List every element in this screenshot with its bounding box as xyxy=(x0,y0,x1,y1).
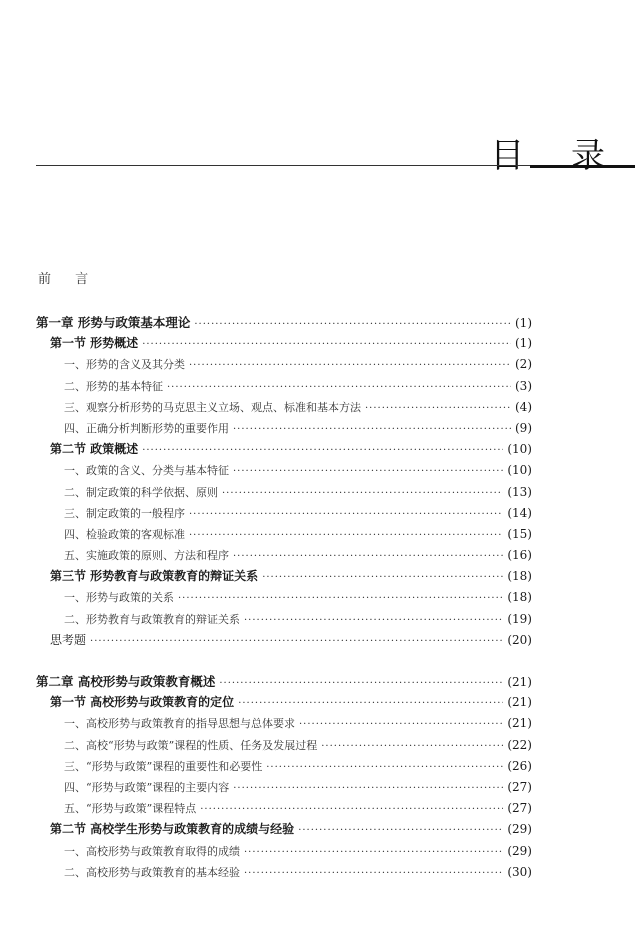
dot-leader xyxy=(222,483,503,504)
subsection-entry[interactable] xyxy=(36,713,532,734)
dot-leader xyxy=(244,610,503,631)
subsection-entry-label: 四、“形势与政策”课程的主要内容 xyxy=(64,780,230,794)
subsection-entry-page-number: (15) xyxy=(507,526,532,541)
subsection-entry[interactable] xyxy=(36,376,532,397)
chapter-entry-page-number: (21) xyxy=(507,675,532,689)
section-entry[interactable] xyxy=(36,692,532,713)
section-entry-page-number: (18) xyxy=(507,569,532,584)
subsection-entry-page-number: (2) xyxy=(515,357,532,372)
subsection-entry-page-number: (27) xyxy=(507,801,532,816)
title-rule-accent xyxy=(530,165,635,168)
subsection-entry[interactable] xyxy=(36,418,532,439)
subsection-entry-page-number: (26) xyxy=(507,758,532,773)
questions-entry-label: 思考题 xyxy=(50,632,87,647)
dot-leader xyxy=(233,546,503,567)
subsection-entry-label: 一、政策的含义、分类与基本特征 xyxy=(64,464,229,478)
subsection-entry-label: 二、制定政策的科学依据、原则 xyxy=(64,485,218,499)
subsection-entry[interactable] xyxy=(36,482,532,503)
section-entry[interactable] xyxy=(36,439,532,460)
subsection-entry-label: 三、观察分析形势的马克思主义立场、观点、标准和基本方法 xyxy=(64,400,361,414)
subsection-entry[interactable] xyxy=(36,545,532,566)
section-entry[interactable] xyxy=(36,566,532,587)
chapter-entry-label: 第二章 高校形势与政策教育概述 xyxy=(36,674,216,689)
subsection-entry-label: 二、高校形势与政策教育的基本经验 xyxy=(64,865,240,879)
subsection-entry-label: 一、高校形势与政策教育的指导思想与总体要求 xyxy=(64,717,295,731)
subsection-entry-label: 一、形势与政策的关系 xyxy=(64,591,174,605)
dot-leader xyxy=(266,757,503,778)
section-entry-label: 第二节 高校学生形势与政策教育的成绩与经验 xyxy=(50,822,295,837)
dot-leader xyxy=(167,377,511,398)
subsection-entry[interactable] xyxy=(36,524,532,545)
subsection-entry[interactable] xyxy=(36,798,532,819)
dot-leader xyxy=(365,398,511,419)
chapter-entry[interactable] xyxy=(36,312,532,333)
subsection-entry[interactable] xyxy=(36,777,532,798)
dot-leader xyxy=(189,525,503,546)
subsection-entry[interactable] xyxy=(36,862,532,883)
section-entry[interactable] xyxy=(36,333,532,354)
dot-leader xyxy=(142,440,503,461)
subsection-entry-label: 二、形势的基本特征 xyxy=(64,379,163,393)
subsection-entry-page-number: (21) xyxy=(507,716,532,731)
subsection-entry[interactable] xyxy=(36,354,532,375)
subsection-entry[interactable] xyxy=(36,587,532,608)
dot-leader xyxy=(233,778,503,799)
subsection-entry-page-number: (18) xyxy=(507,590,532,605)
section-entry-page-number: (1) xyxy=(515,336,532,351)
subsection-entry-label: 五、实施政策的原则、方法和程序 xyxy=(64,549,229,563)
chapter-entry[interactable] xyxy=(36,671,532,692)
section-entry-page-number: (29) xyxy=(507,822,532,837)
dot-leader xyxy=(298,820,503,841)
subsection-entry-page-number: (14) xyxy=(507,505,532,520)
dot-leader xyxy=(90,631,503,652)
subsection-entry[interactable] xyxy=(36,756,532,777)
subsection-entry-page-number: (27) xyxy=(507,779,532,794)
dot-leader xyxy=(189,355,511,376)
subsection-entry[interactable] xyxy=(36,609,532,630)
chapter-entry-page-number: (1) xyxy=(515,316,532,330)
subsection-entry-page-number: (16) xyxy=(507,548,532,563)
dot-leader xyxy=(194,314,511,335)
subsection-entry-label: 三、制定政策的一般程序 xyxy=(64,506,185,520)
subsection-entry-page-number: (10) xyxy=(507,463,532,478)
preface-link[interactable]: 前 言 xyxy=(38,272,99,287)
subsection-entry-page-number: (4) xyxy=(515,399,532,414)
section-entry[interactable] xyxy=(36,819,532,840)
subsection-entry[interactable] xyxy=(36,841,532,862)
dot-leader xyxy=(238,693,503,714)
dot-leader xyxy=(233,419,511,440)
dot-leader xyxy=(233,461,503,482)
section-entry-label: 第一节 高校形势与政策教育的定位 xyxy=(50,695,235,710)
dot-leader xyxy=(178,588,503,609)
section-entry-page-number: (10) xyxy=(507,442,532,457)
dot-leader xyxy=(142,334,511,355)
subsection-entry-page-number: (9) xyxy=(515,420,532,435)
subsection-entry-label: 一、形势的含义及其分类 xyxy=(64,358,185,372)
table-of-contents xyxy=(36,312,532,883)
subsection-entry-label: 二、形势教育与政策教育的辩证关系 xyxy=(64,612,240,626)
dot-leader xyxy=(299,714,503,735)
dot-leader xyxy=(321,736,503,757)
questions-entry-page-number: (20) xyxy=(507,632,532,647)
subsection-entry-page-number: (22) xyxy=(507,737,532,752)
chapter-gap xyxy=(36,651,532,671)
subsection-entry[interactable] xyxy=(36,460,532,481)
subsection-entry-page-number: (19) xyxy=(507,611,532,626)
section-entry-label: 第一节 形势概述 xyxy=(50,336,139,351)
subsection-entry-page-number: (13) xyxy=(507,484,532,499)
subsection-entry-label: 四、正确分析判断形势的重要作用 xyxy=(64,421,229,435)
subsection-entry-label: 二、高校“形势与政策”课程的性质、任务及发展过程 xyxy=(64,738,318,752)
questions-entry[interactable] xyxy=(36,630,532,651)
subsection-entry[interactable] xyxy=(36,397,532,418)
section-entry-page-number: (21) xyxy=(507,695,532,710)
subsection-entry-label: 三、“形势与政策”课程的重要性和必要性 xyxy=(64,759,263,773)
subsection-entry-label: 五、“形势与政策”课程特点 xyxy=(64,802,197,816)
subsection-entry-label: 一、高校形势与政策教育取得的成绩 xyxy=(64,844,240,858)
dot-leader xyxy=(244,842,503,863)
toc-title: 目 录 xyxy=(490,136,623,176)
dot-leader xyxy=(219,673,503,694)
subsection-entry-page-number: (3) xyxy=(515,378,532,393)
section-entry-label: 第三节 形势教育与政策教育的辩证关系 xyxy=(50,569,259,584)
dot-leader xyxy=(244,863,503,884)
subsection-entry[interactable] xyxy=(36,503,532,524)
subsection-entry-page-number: (29) xyxy=(507,843,532,858)
subsection-entry-page-number: (30) xyxy=(507,864,532,879)
dot-leader xyxy=(189,504,503,525)
chapter-entry-label: 第一章 形势与政策基本理论 xyxy=(36,315,191,330)
subsection-entry-label: 四、检验政策的客观标准 xyxy=(64,527,185,541)
dot-leader xyxy=(200,799,503,820)
subsection-entry[interactable] xyxy=(36,735,532,756)
section-entry-label: 第二节 政策概述 xyxy=(50,442,139,457)
dot-leader xyxy=(262,567,503,588)
